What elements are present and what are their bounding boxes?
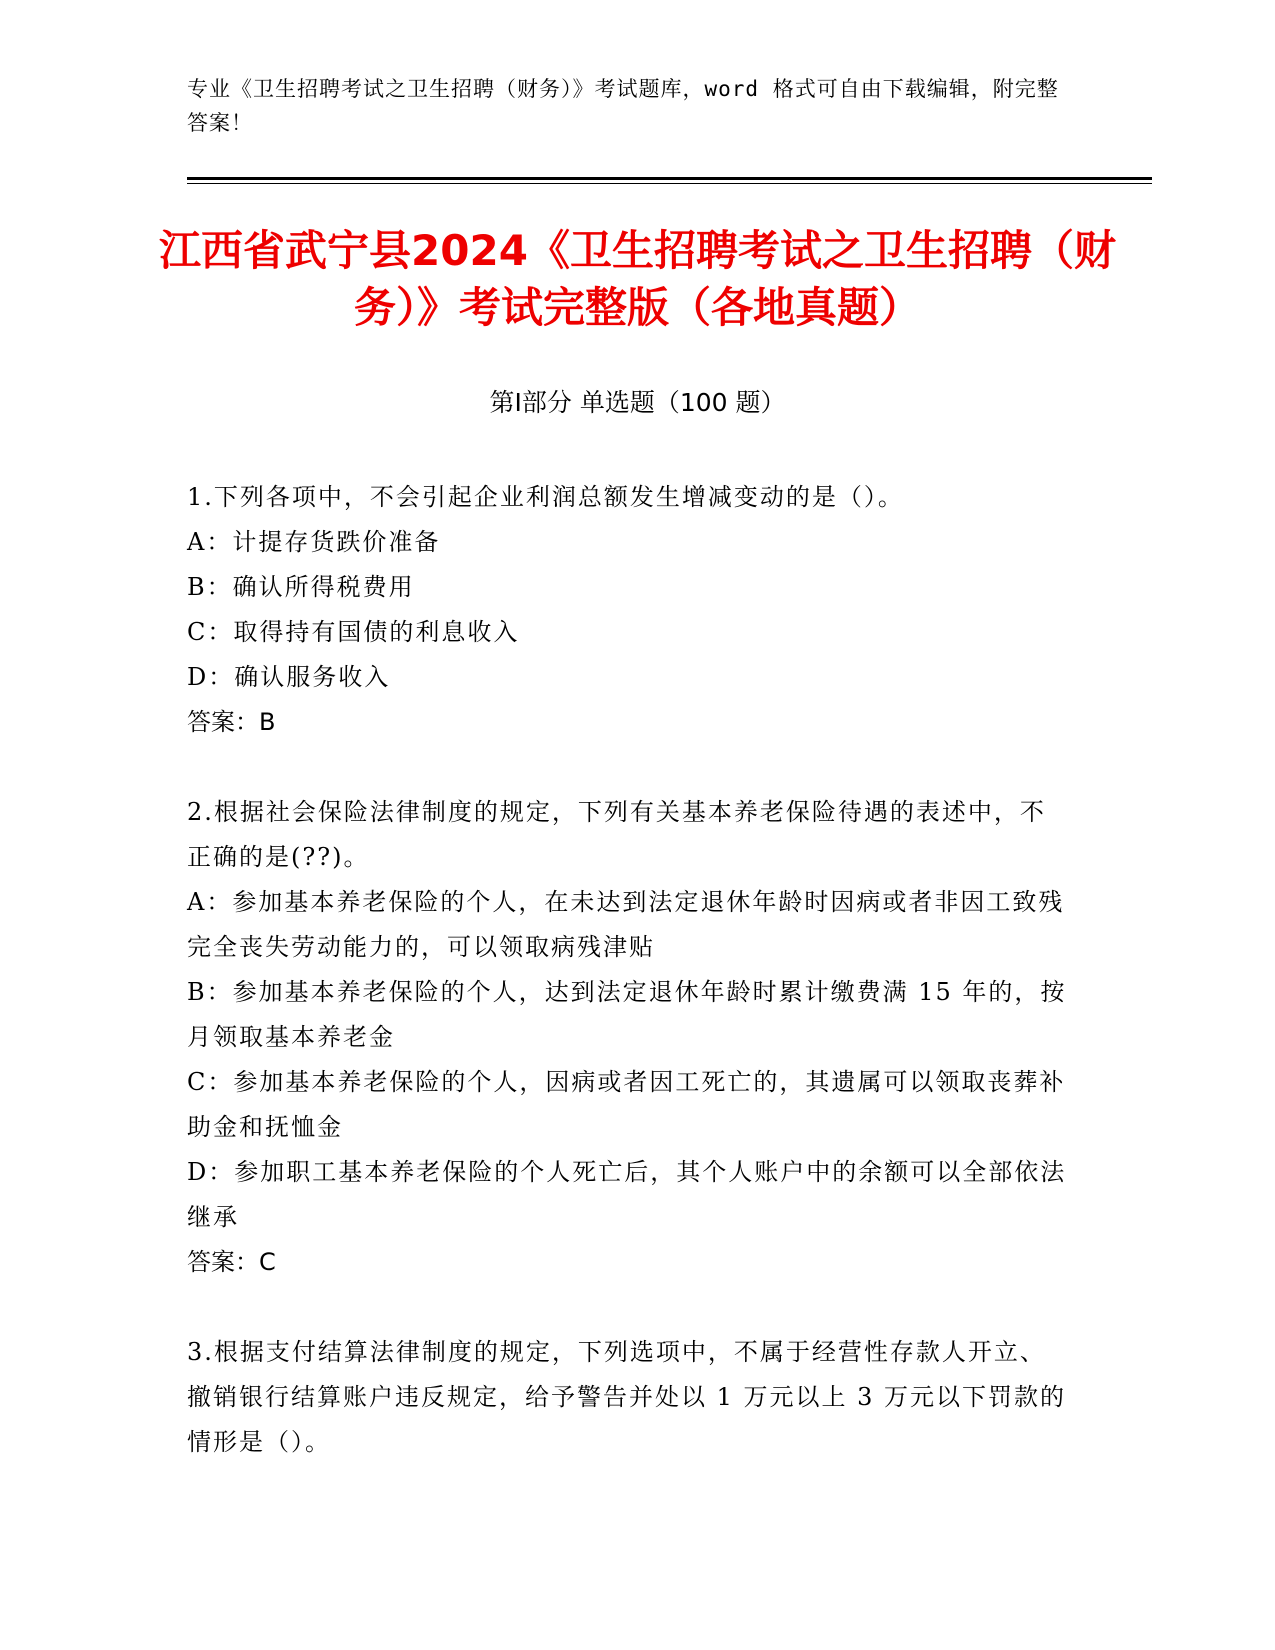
question-3 [187,1330,1067,1465]
question-stem: 2.根据社会保险法律制度的规定，下列有关基本养老保险待遇的表述中，不正确的是(??)。 [187,798,1046,871]
option-c: C：取得持有国债的利息收入 [187,618,520,646]
header-rule-thin [187,183,1152,184]
answer: 答案：B [187,708,276,736]
question-stem: 3.根据支付结算法律制度的规定，下列选项中，不属于经营性存款人开立、撤销银行结算账户违反规定，给予警告并处以 1 万元以上 3 万元以下罚款的情形是（）。 [187,1338,1067,1456]
section-title: 第Ⅰ部分 单选题（100 题） [489,388,786,417]
answer: 答案：C [187,1248,276,1276]
question-list [187,475,1067,1510]
option-a: A：参加基本养老保险的个人，在未达到法定退休年龄时因病或者非因工致残完全丧失劳动能力的，可以领取病残津贴 [187,888,1065,961]
question-2 [187,790,1067,1285]
option-a: A：计提存货跌价准备 [187,528,441,556]
option-c: C：参加基本养老保险的个人，因病或者因工死亡的，其遗属可以领取丧葬补助金和抚恤金 [187,1068,1066,1141]
option-b: B：确认所得税费用 [187,573,415,601]
option-d: D：确认服务收入 [187,663,391,691]
option-d: D：参加职工基本养老保险的个人死亡后，其个人账户中的余额可以全部依法继承 [187,1158,1067,1231]
question-1 [187,475,1067,745]
option-b: B：参加基本养老保险的个人，达到法定退休年龄时累计缴费满 15 年的，按月领取基本养老金 [187,978,1067,1051]
header-rule-thick [187,177,1152,180]
header-note: 专业《卫生招聘考试之卫生招聘（财务）》考试题库，word 格式可自由下载编辑，附完整答案！ [187,77,1059,135]
question-stem: 1.下列各项中，不会引起企业利润总额发生增减变动的是（）。 [187,483,904,511]
document-title: 江西省武宁县2024《卫生招聘考试之卫生招聘（财务）》考试完整版（各地真题） [159,226,1116,332]
